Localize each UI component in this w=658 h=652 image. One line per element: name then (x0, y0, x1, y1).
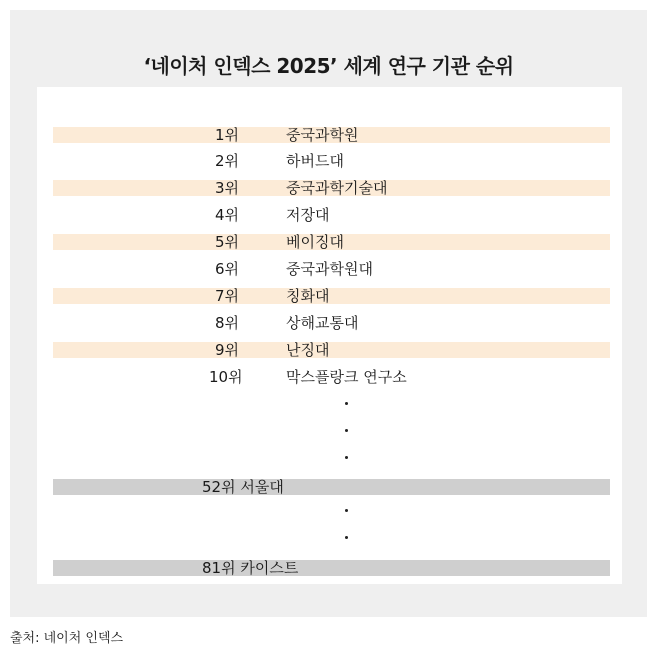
infographic-title: ‘네이처 인덱스 2025’ 세계 연구 기관 순위 (143, 54, 514, 78)
rank-number: 4위 (215, 206, 240, 224)
rank-number: 10위 (209, 368, 243, 386)
institution-name: 하버드대 (286, 152, 344, 170)
rank-number: 3위 (215, 179, 240, 197)
institution-name: 중국과학원대 (286, 260, 373, 278)
institution-name: 칭화대 (286, 287, 330, 305)
rank-number: 8위 (215, 314, 240, 332)
highlight-row-kaist (53, 560, 610, 576)
rank-number: 5위 (215, 233, 240, 251)
institution-name: 중국과학원 (286, 126, 359, 144)
ellipsis-dot (345, 429, 348, 432)
rank-number: 1위 (215, 126, 240, 144)
institution-name: 중국과학기술대 (286, 179, 388, 197)
ranking-row (53, 315, 610, 331)
institution-name: 난징대 (286, 341, 330, 359)
institution-name: 베이징대 (286, 233, 344, 251)
ranking-panel (37, 87, 622, 584)
ranking-row (53, 369, 610, 385)
highlight-row-snu (53, 479, 610, 495)
rank-number: 7위 (215, 287, 240, 305)
highlight-text: 52위 서울대 (202, 478, 284, 496)
institution-name: 저장대 (286, 206, 330, 224)
ellipsis-dot (345, 536, 348, 539)
ellipsis-dot (345, 509, 348, 512)
ranking-row (53, 234, 610, 250)
ranking-row (53, 288, 610, 304)
source-caption: 출처: 네이처 인덱스 (10, 631, 124, 646)
rank-number: 2위 (215, 152, 240, 170)
rank-number: 9위 (215, 341, 240, 359)
ranking-row (53, 180, 610, 196)
ranking-row (53, 153, 610, 169)
ranking-row (53, 127, 610, 143)
ranking-row (53, 342, 610, 358)
institution-name: 상해교통대 (286, 314, 359, 332)
ranking-row (53, 207, 610, 223)
infographic-frame (10, 10, 647, 617)
highlight-text: 81위 카이스트 (202, 559, 299, 577)
ranking-row (53, 261, 610, 277)
ellipsis-dot (345, 402, 348, 405)
institution-name: 막스플랑크 연구소 (286, 368, 407, 386)
ellipsis-dot (345, 456, 348, 459)
rank-number: 6위 (215, 260, 240, 278)
